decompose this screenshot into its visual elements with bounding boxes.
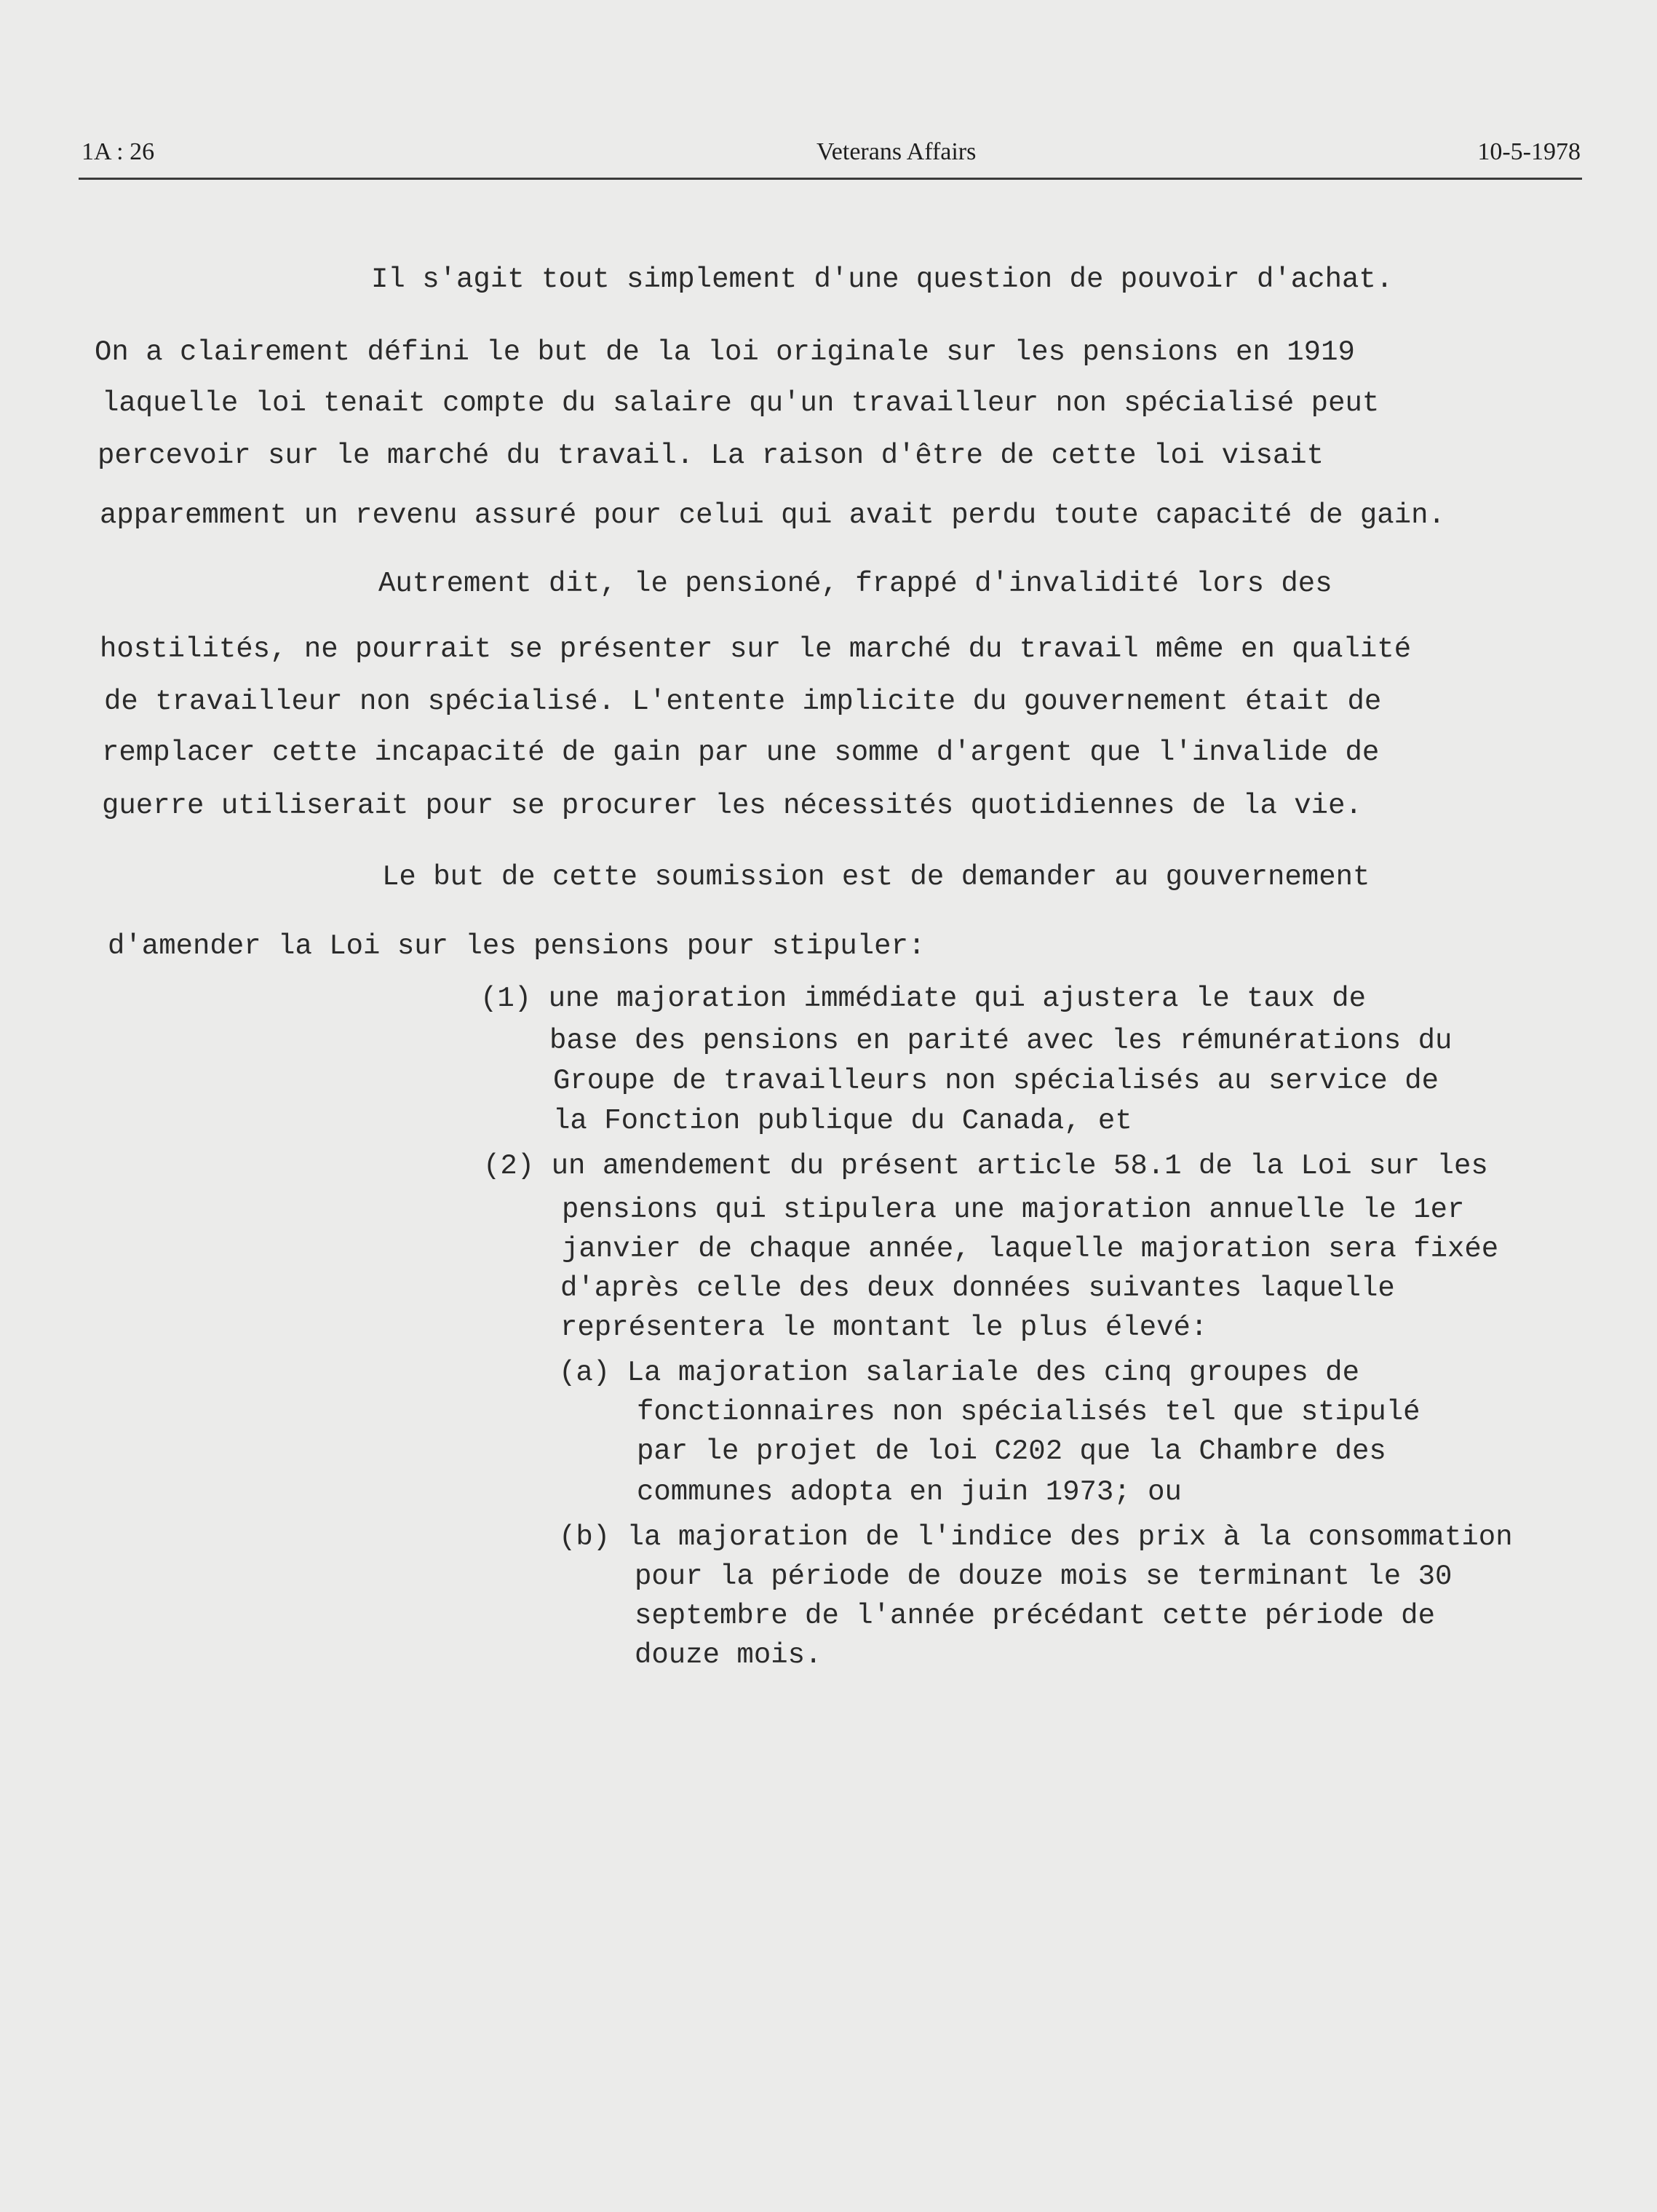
list-item-text: d'après celle des deux données suivantes laquelle	[560, 1272, 1395, 1304]
text-line: hostilités, ne pourrait se présenter sur le marché du travail même en qualité	[100, 633, 1412, 665]
list-item-text: la Fonction publique du Canada, et	[553, 1105, 1132, 1137]
list-item-text: janvier de chaque année, laquelle majoration sera fixée	[562, 1233, 1499, 1265]
text-line: Autrement dit, le pensioné, frappé d'invalidité lors des	[378, 568, 1332, 600]
sub-list-item-text: par le projet de loi C202 que la Chambre des	[637, 1435, 1386, 1467]
text-line: guerre utiliserait pour se procurer les nécessités quotidiennes de la vie.	[102, 790, 1362, 822]
sub-list-item: (b) la majoration de l'indice des prix à la consommation	[559, 1521, 1513, 1553]
list-item-text: Groupe de travailleurs non spécialisés au service de	[553, 1065, 1439, 1097]
sub-list-item-text: communes adopta en juin 1973; ou	[637, 1476, 1182, 1508]
list-item: (2) un amendement du présent article 58.1 de la Loi sur les	[483, 1150, 1488, 1182]
sub-list-item-text: pour la période de douze mois se terminant le 30	[635, 1561, 1453, 1593]
list-item-text: représentera le montant le plus élevé:	[560, 1312, 1208, 1344]
sub-list-item-text: fonctionnaires non spécialisés tel que stipulé	[637, 1396, 1420, 1428]
text-line: Le but de cette soumission est de demander au gouvernement	[382, 861, 1370, 893]
text-line: de travailleur non spécialisé. L'entente implicite du gouvernement était de	[104, 686, 1382, 718]
text-line: percevoir sur le marché du travail. La raison d'être de cette loi visait	[98, 440, 1324, 472]
header-title: Veterans Affairs	[816, 138, 977, 165]
page-number: 1A : 26	[82, 138, 155, 165]
list-item: (1) une majoration immédiate qui ajustera le taux de	[480, 983, 1366, 1015]
text-line: d'amender la Loi sur les pensions pour stipuler:	[108, 930, 926, 962]
sub-list-item: (a) La majoration salariale des cinq groupes de	[559, 1357, 1359, 1389]
text-line: remplacer cette incapacité de gain par une somme d'argent que l'invalide de	[102, 737, 1380, 769]
text-line: laquelle loi tenait compte du salaire qu'un travailleur non spécialisé peut	[102, 387, 1380, 419]
header-date: 10-5-1978	[1477, 138, 1581, 165]
sub-list-item-text: septembre de l'année précédant cette période de	[635, 1600, 1435, 1632]
sub-list-item-text: douze mois.	[635, 1639, 822, 1671]
list-item-text: base des pensions en parité avec les rémunérations du	[549, 1025, 1453, 1057]
text-line: apparemment un revenu assuré pour celui qui avait perdu toute capacité de gain.	[100, 499, 1445, 531]
text-line: On a clairement défini le but de la loi originale sur les pensions en 1919	[95, 336, 1355, 368]
list-item-text: pensions qui stipulera une majoration annuelle le 1er	[562, 1194, 1465, 1226]
text-line: Il s'agit tout simplement d'une question de pouvoir d'achat.	[371, 263, 1394, 296]
